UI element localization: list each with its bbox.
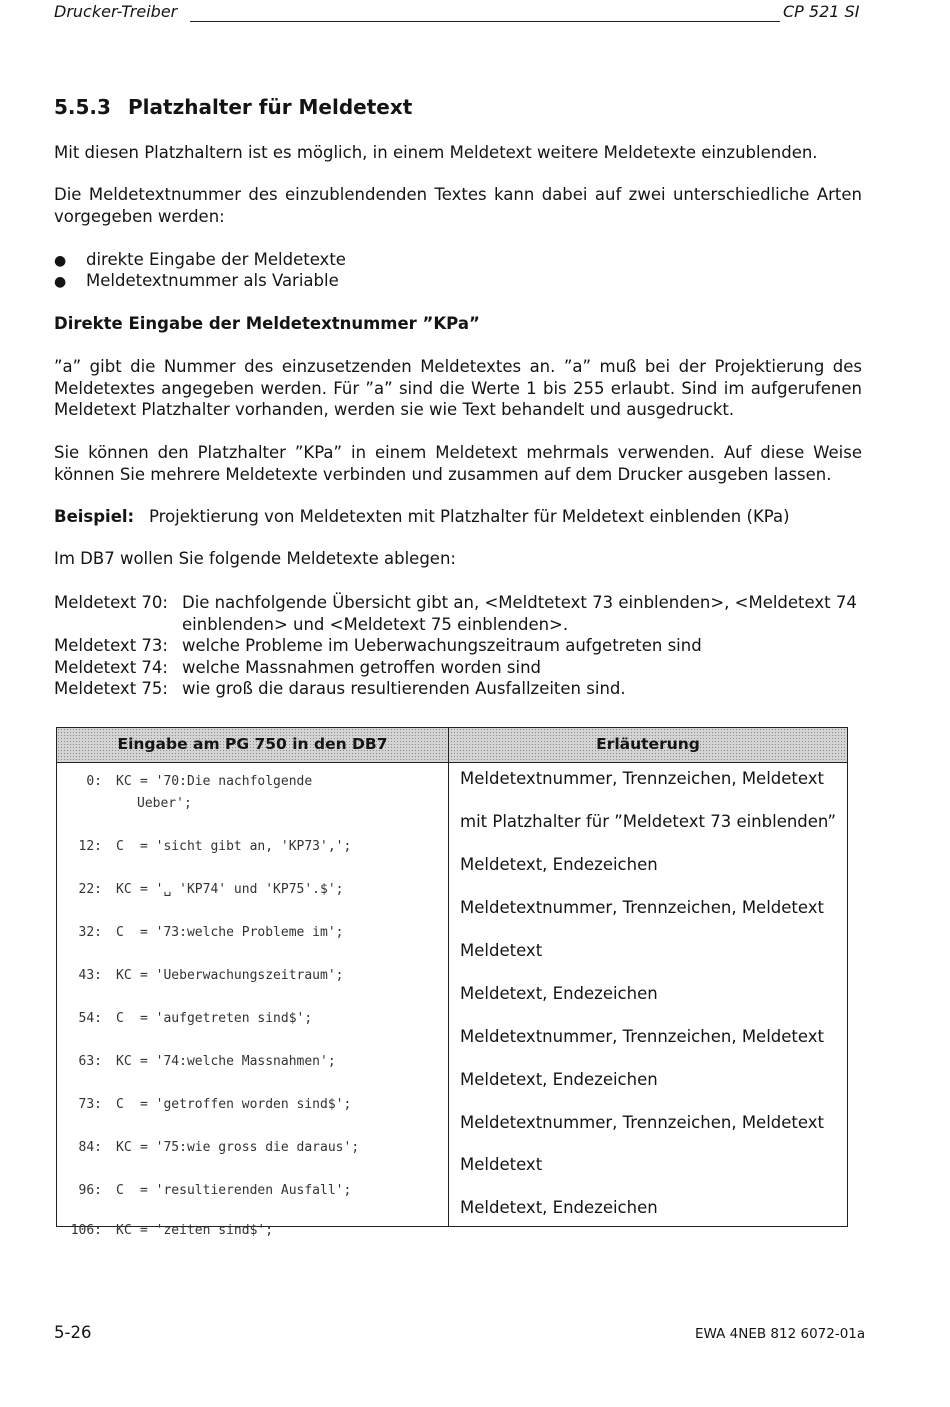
- row-code: = '74:welche Massnahmen';: [140, 1054, 336, 1069]
- message-label: Meldetext 70:: [54, 593, 168, 612]
- bullet-text: Meldetextnummer als Variable: [86, 271, 339, 290]
- table-header-explanation: Erläuterung: [596, 735, 700, 753]
- section-title: Platzhalter für Meldetext: [128, 95, 413, 119]
- table-row: [56, 839, 351, 854]
- example-text: Projektierung von Meldetexten mit Platzhalter für Meldetext einblenden (KPa): [149, 507, 790, 526]
- row-code: = '70:Die nachfolgende: [140, 774, 313, 789]
- table-row: [56, 1054, 336, 1069]
- header-rule: [190, 21, 780, 22]
- table-explanation: Meldetext, Endezeichen: [460, 984, 658, 1003]
- table-explanation: Meldetext: [460, 941, 543, 960]
- table-row: [56, 1183, 351, 1198]
- message-text: welche Massnahmen getroffen worden sind: [182, 658, 542, 677]
- table-explanation: Meldetextnummer, Trennzeichen, Meldetext: [460, 1113, 824, 1132]
- table-explanation: Meldetextnummer, Trennzeichen, Meldetext: [460, 898, 824, 917]
- row-code: = '73:welche Probleme im';: [140, 925, 344, 940]
- row-code: = '75:wie gross die daraus';: [140, 1140, 360, 1155]
- row-code: = 'getroffen worden sind$';: [140, 1097, 352, 1112]
- header-title: Drucker-Treiber: [54, 2, 178, 21]
- table-row: [56, 882, 344, 897]
- message-text: Die nachfolgende Übersicht gibt an, <Meldtetext 73 einblenden>, <Meldetext 74 einblenden> und <Meldetext 75 einblenden>.: [182, 593, 857, 634]
- document-id: EWA 4NEB 812 6072-01a: [695, 1326, 866, 1342]
- row-keyword: C: [116, 839, 124, 854]
- table-row: [56, 774, 312, 789]
- table-row: [56, 1140, 359, 1155]
- message-text: wie groß die daraus resultierenden Ausfallzeiten sind.: [182, 679, 626, 698]
- example-label: Beispiel:: [54, 507, 135, 526]
- row-address: 54:: [78, 1011, 102, 1026]
- table-explanation: Meldetext, Endezeichen: [460, 1198, 658, 1217]
- table-explanation: Meldetext, Endezeichen: [460, 1070, 658, 1089]
- row-address: 96:: [78, 1183, 102, 1198]
- paragraph-multiple: Sie können den Platzhalter ”KPa” in einem Meldetext mehrmals verwenden. Auf diese Weise können Sie mehrere Meldetexte verbinden und zusammen auf dem Drucker ausgeben lassen.: [54, 443, 862, 484]
- bullet-text: direkte Eingabe der Meldetexte: [86, 250, 346, 269]
- row-keyword: C: [116, 1183, 124, 1198]
- page-number: 5-26: [54, 1323, 92, 1342]
- header-product: CP 521 SI: [783, 2, 860, 21]
- table-row-clipped: [56, 1223, 273, 1241]
- row-keyword: KC: [116, 1140, 132, 1155]
- table-row: [56, 1097, 351, 1112]
- message-label: Meldetext 75:: [54, 679, 168, 698]
- row-keyword: KC: [116, 882, 132, 897]
- row-code: = 'zeiten sind$';: [140, 1223, 274, 1238]
- bullet-item: [54, 270, 339, 294]
- row-code: = 'resultierenden Ausfall';: [140, 1183, 352, 1198]
- row-address: 32:: [78, 925, 102, 940]
- row-keyword: KC: [116, 1223, 132, 1238]
- bullet-item: [54, 249, 346, 273]
- table-row: [56, 925, 344, 940]
- row-address: 43:: [78, 968, 102, 983]
- row-keyword: C: [116, 1097, 124, 1112]
- message-label: Meldetext 74:: [54, 658, 168, 677]
- bullet-icon: ●: [54, 253, 67, 269]
- row-address: 73:: [78, 1097, 102, 1112]
- row-code: = 'sicht gibt an, 'KP73',';: [140, 839, 352, 854]
- table-header: [57, 728, 847, 763]
- section-number: 5.5.3: [54, 95, 111, 119]
- paragraph-intro: Mit diesen Platzhaltern ist es möglich, in einem Meldetext weitere Meldetexte einzublenden.: [54, 143, 818, 162]
- row-keyword: C: [116, 925, 124, 940]
- section-heading: [54, 95, 412, 119]
- row-address: 84:: [78, 1140, 102, 1155]
- table-row: [56, 1011, 312, 1026]
- table-explanation: Meldetext: [460, 1155, 543, 1174]
- bullet-icon: ●: [54, 274, 67, 290]
- row-keyword: KC: [116, 1054, 132, 1069]
- table-header-input: Eingabe am PG 750 in den DB7: [117, 735, 388, 753]
- row-address: 0:: [86, 774, 102, 789]
- example-intro: Im DB7 wollen Sie folgende Meldetexte ablegen:: [54, 549, 456, 568]
- row-code: = 'Ueberwachungszeitraum';: [140, 968, 344, 983]
- table-explanation: Meldetextnummer, Trennzeichen, Meldetext: [460, 1027, 824, 1046]
- paragraph-methods: Die Meldetextnummer des einzublendenden Textes kann dabei auf zwei unterschiedliche Arten vorgegeben werden:: [54, 185, 862, 226]
- row-keyword: C: [116, 1011, 124, 1026]
- paragraph-kpa: ”a” gibt die Nummer des einzusetzenden Meldetextes an. ”a” muß bei der Projektierung des Meldetextes angegeben werden. Für ”a” sind die Werte 1 bis 255 erlaubt. Sind im aufgerufenen Meldetext Platzhalter vorhanden, werden sie wie Text behandelt und ausgedruckt.: [54, 357, 862, 419]
- row-keyword: KC: [116, 968, 132, 983]
- row-code: = '␣ 'KP74' und 'KP75'.$';: [140, 882, 344, 897]
- row-code: = 'aufgetreten sind$';: [140, 1011, 313, 1026]
- subheading: Direkte Eingabe der Meldetextnummer ”KPa”: [54, 314, 480, 333]
- table-row: [56, 968, 344, 983]
- row-address: 22:: [78, 882, 102, 897]
- table-explanation: Meldetextnummer, Trennzeichen, Meldetext: [460, 769, 824, 788]
- table-row-continuation: Ueber';: [137, 796, 192, 811]
- row-address: 63:: [78, 1054, 102, 1069]
- row-address: 12:: [78, 839, 102, 854]
- message-text: welche Probleme im Ueberwachungszeitraum aufgetreten sind: [182, 636, 702, 655]
- row-address: 106:: [70, 1223, 102, 1238]
- table-column-divider: [448, 728, 449, 1226]
- table-explanation: Meldetext, Endezeichen: [460, 855, 658, 874]
- row-keyword: KC: [116, 774, 132, 789]
- message-label: Meldetext 73:: [54, 636, 168, 655]
- table-explanation: mit Platzhalter für ”Meldetext 73 einblenden”: [460, 812, 837, 831]
